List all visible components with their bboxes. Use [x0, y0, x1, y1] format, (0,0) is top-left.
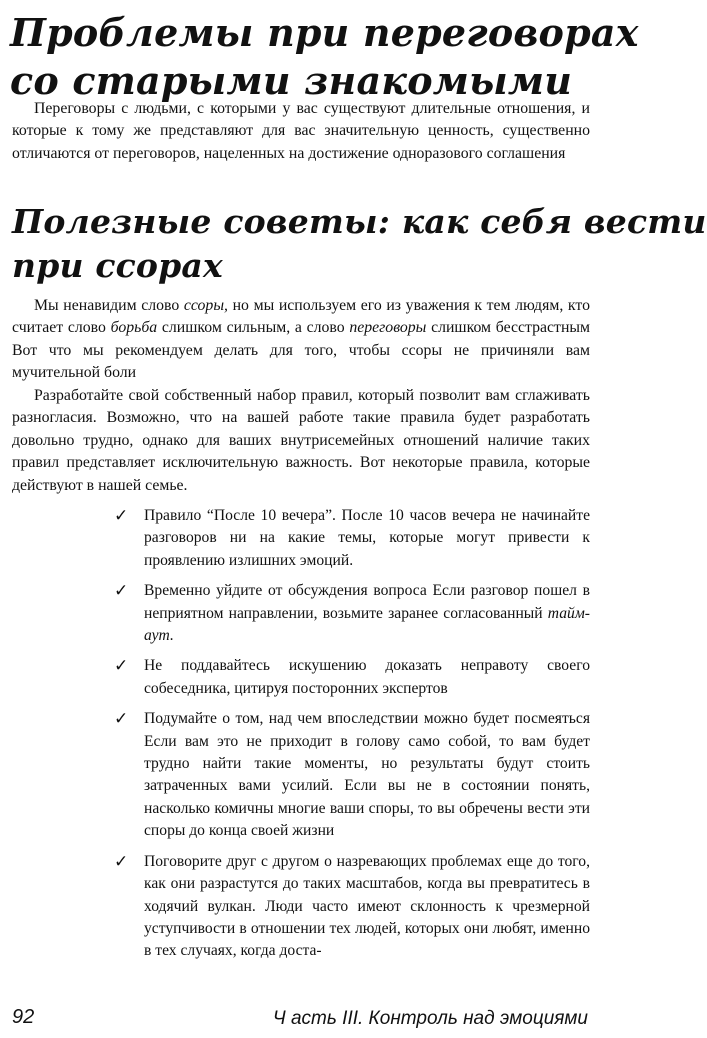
checkmark-icon: ✓	[114, 709, 129, 730]
italic-term: переговоры	[349, 319, 427, 337]
text-run: но мы используем его из уважения к тем людям, кто считает слово	[12, 297, 590, 337]
intro-paragraph: Переговоры с людьми, с которыми у вас существуют длительные отношения, и которые к тому же представляют для вас значительную ценность, существенно отличаются от переговоров, нацеленных на достижение одноразового соглашения	[12, 100, 590, 162]
rule-text: Не поддавайтесь искушению доказать неправоту своего собеседника, цитируя посторонних экспертов	[144, 657, 590, 697]
checkmark-icon: ✓	[114, 851, 129, 872]
italic-term: борьба	[110, 319, 158, 337]
list-item	[110, 580, 590, 647]
checkmark-icon: ✓	[114, 506, 129, 526]
list-item	[110, 708, 590, 842]
checkmark-icon: ✓	[114, 656, 129, 677]
running-footer-part-title: Ч асть III. Контроль над эмоциями	[272, 1008, 588, 1029]
list-item	[110, 655, 590, 700]
text-run: слишком бесстрастным Вот что мы рекомендуем делать для того, чтобы ссоры не причиняли вам мучительной боли	[12, 319, 591, 382]
rules-list	[110, 505, 590, 971]
checkmark-icon: ✓	[114, 581, 129, 602]
italic-term: тайм-аут.	[144, 604, 590, 645]
subsection-heading-line-1: Полезные советы: как себя вести	[12, 202, 707, 241]
subsection-heading-line-2: при ссорах	[12, 246, 223, 285]
rule-text: Временно уйдите от обсуждения вопроса Если разговор пошел в неприятном направлении, возьмите заранее согласованный	[144, 582, 590, 622]
section-heading-line-2: со старыми знакомыми	[10, 58, 573, 103]
page-number: 92	[12, 1006, 35, 1028]
rules-intro-paragraph: Разработайте свой собственный набор правил, который позволит вам сглаживать разногласия. Возможно, что на вашей работе такие правила будет разработать довольно трудно, однако для ваших внутрисемейных отношений наличие таких правил представляет исключительную важность. Вот некоторые правила, которые действуют в нашей семье.	[12, 387, 590, 494]
list-item	[110, 505, 590, 572]
rule-text: Правило “После 10 вечера”. После 10 часов вечера не начинайте разговоров ни на какие темы, которые могут привести к проявлению излишних эмоций.	[144, 507, 590, 569]
italic-term: ссоры,	[183, 297, 228, 314]
list-item	[110, 851, 590, 963]
rule-text: Поговорите друг с другом о назревающих проблемах еще до того, как они разрастутся до таких масштабов, когда вы превратитесь в ходячий вулкан. Люди часто имеют склонность к чрезмерной уступчивости в отношении тех людей, которых они любят, именно в тех случаях, когда доста-	[144, 852, 590, 960]
section-heading-line-1: Проблемы при переговорах	[10, 10, 639, 55]
rule-text: Подумайте о том, над чем впоследствии можно будет посмеяться Если вам это не приходит в голову само собой, то вам будет трудно найти такие моменты, но результаты будут стоить затраченных вами усилий. Если вы не в состоянии понять, насколько комичны многие ваши споры, то вы обречены вести эти споры до конца своей жизни	[144, 710, 590, 840]
text-run: Мы ненавидим слово	[34, 297, 184, 314]
text-run: слишком сильным, а слово	[157, 319, 350, 337]
quarrels-paragraph	[12, 295, 590, 385]
